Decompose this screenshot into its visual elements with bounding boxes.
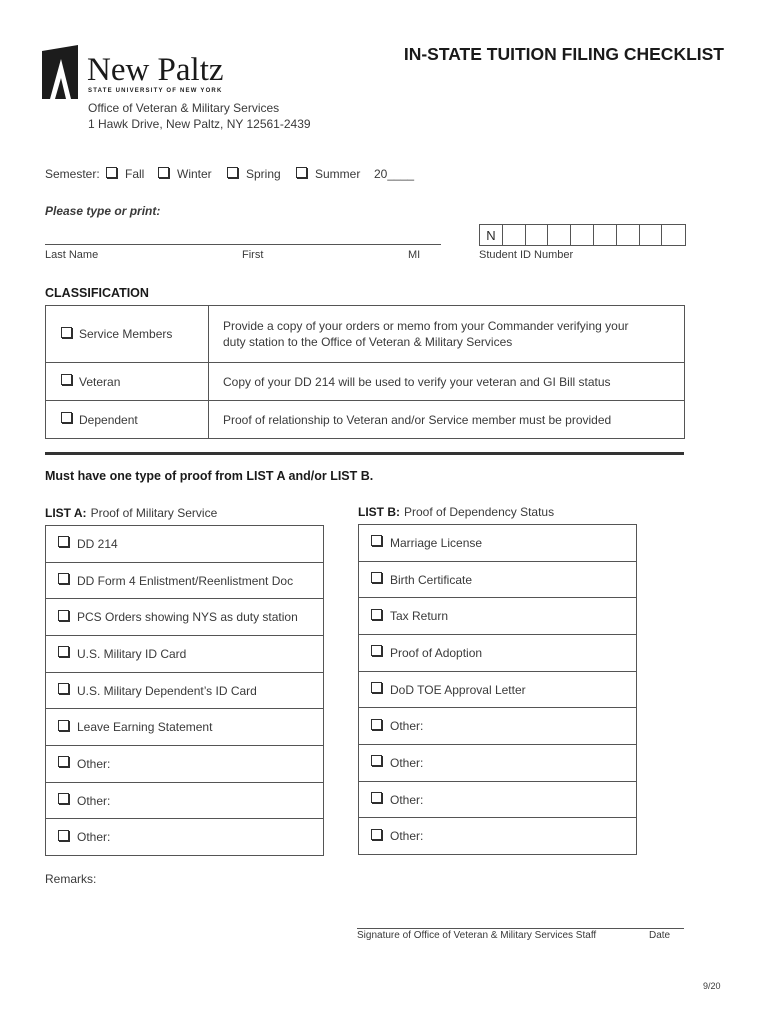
list-a-title: Proof of Military Service (90, 506, 218, 520)
checkbox-icon[interactable] (371, 535, 382, 546)
list-a-item[interactable] (46, 526, 323, 562)
list-a-item-label: DD 214 (77, 536, 118, 551)
semester-label: Semester: (45, 167, 100, 181)
student-id-prefix: N (480, 225, 503, 245)
signature-label: Signature of Office of Veteran & Military Services Staff (357, 930, 597, 941)
list-b-box (358, 524, 637, 855)
list-a-item[interactable] (46, 708, 323, 745)
checkbox-icon[interactable] (371, 682, 382, 693)
checkbox-icon[interactable] (58, 756, 69, 767)
service-members-option[interactable] (46, 306, 209, 362)
service-members-description: Provide a copy of your orders or memo from your Commander verifying your duty station to the Office of Veteran & Military Services (223, 319, 629, 349)
list-b-item[interactable] (359, 634, 636, 671)
student-id-label: Student ID Number (479, 249, 574, 261)
name-input-line[interactable] (45, 229, 441, 245)
first-name-label: First (242, 249, 264, 261)
dependent-description: Proof of relationship to Veteran and/or Service member must be provided (223, 412, 612, 427)
list-b-item[interactable] (359, 744, 636, 781)
checkbox-icon[interactable] (371, 572, 382, 583)
fall-checkbox[interactable] (106, 167, 117, 178)
list-b-item-label: Other: (390, 829, 424, 844)
list-a-item[interactable] (46, 562, 323, 599)
service-members-description-cell (209, 306, 684, 362)
list-b-heading (358, 505, 554, 519)
list-b-item[interactable] (359, 707, 636, 744)
classification-row (46, 400, 684, 438)
list-b-item-label: Tax Return (390, 609, 449, 624)
veteran-description-cell (209, 363, 684, 400)
student-id-field[interactable] (479, 224, 686, 246)
dependent-checkbox[interactable] (61, 412, 72, 423)
list-b-item[interactable] (359, 817, 636, 854)
list-a-heading (45, 506, 217, 520)
student-id-digit[interactable] (594, 225, 617, 245)
dependent-option[interactable] (46, 401, 209, 438)
semester-option-summer[interactable] (296, 167, 360, 181)
classification-row (46, 362, 684, 400)
student-id-digit[interactable] (548, 225, 571, 245)
list-b-item[interactable] (359, 671, 636, 708)
checkbox-icon[interactable] (58, 720, 69, 731)
classification-heading: CLASSIFICATION (45, 286, 149, 300)
date-label: Date (649, 930, 671, 941)
checkbox-icon[interactable] (371, 792, 382, 803)
checkbox-icon[interactable] (58, 573, 69, 584)
middle-initial-label: MI (408, 249, 421, 261)
office-address: 1 Hawk Drive, New Paltz, NY 12561-2439 (88, 117, 311, 131)
signature-line[interactable] (357, 913, 684, 929)
print-instruction: Please type or print: (45, 204, 161, 218)
veteran-description: Copy of your DD 214 will be used to verify your veteran and GI Bill status (223, 374, 611, 389)
list-b-item-label: Other: (390, 755, 424, 770)
checkbox-icon[interactable] (58, 793, 69, 804)
student-id-digit[interactable] (503, 225, 526, 245)
semester-option-winter[interactable] (158, 167, 212, 181)
last-name-label: Last Name (45, 249, 99, 261)
office-name: Office of Veteran & Military Services (88, 101, 280, 115)
semester-year-field[interactable]: 20____ (374, 167, 415, 181)
summer-label: Summer (315, 167, 361, 181)
remarks-label: Remarks: (45, 872, 97, 886)
semester-option-spring[interactable] (227, 167, 281, 181)
list-b-item[interactable] (359, 597, 636, 634)
list-a-item[interactable] (46, 672, 323, 709)
list-a-item-label: U.S. Military ID Card (77, 646, 187, 661)
list-a-item-label: Leave Earning Statement (77, 720, 213, 735)
dependent-label: Dependent (79, 412, 138, 427)
checkbox-icon[interactable] (371, 719, 382, 730)
classification-row (46, 306, 684, 362)
classification-table (45, 305, 685, 439)
list-b-item-label: Marriage License (390, 535, 483, 550)
list-a-item[interactable] (46, 635, 323, 672)
list-a-item-label: Other: (77, 756, 111, 771)
checkbox-icon[interactable] (58, 830, 69, 841)
section-divider (45, 452, 684, 455)
checkbox-icon[interactable] (58, 646, 69, 657)
dependent-description-cell (209, 401, 684, 438)
list-a-item-label: U.S. Military Dependent’s ID Card (77, 683, 257, 698)
checkbox-icon[interactable] (58, 610, 69, 621)
list-b-item[interactable] (359, 781, 636, 818)
checkbox-icon[interactable] (371, 829, 382, 840)
list-a-item[interactable] (46, 598, 323, 635)
list-a-item[interactable] (46, 782, 323, 819)
checkbox-icon[interactable] (58, 683, 69, 694)
spring-checkbox[interactable] (227, 167, 238, 178)
proof-instruction: Must have one type of proof from LIST A and/or LIST B. (45, 469, 374, 483)
list-a-prefix: LIST A: (45, 506, 87, 520)
list-b-item[interactable] (359, 561, 636, 598)
semester-option-fall[interactable] (106, 167, 144, 181)
winter-label: Winter (177, 167, 212, 181)
list-b-item[interactable] (359, 525, 636, 561)
checkbox-icon[interactable] (58, 536, 69, 547)
student-id-digit[interactable] (640, 225, 663, 245)
list-a-item[interactable] (46, 818, 323, 855)
spring-label: Spring (246, 167, 281, 181)
service-members-checkbox[interactable] (61, 327, 72, 338)
student-id-digit[interactable] (662, 225, 685, 245)
checkbox-icon[interactable] (371, 755, 382, 766)
logo-wordmark: New Paltz (87, 52, 224, 88)
new-paltz-logo-icon (41, 44, 79, 100)
fall-label: Fall (125, 167, 145, 181)
list-a-item[interactable] (46, 745, 323, 782)
list-a-item-label: DD Form 4 Enlistment/Reenlistment Doc (77, 573, 294, 588)
page-title: IN-STATE TUITION FILING CHECKLIST (403, 44, 724, 64)
checkbox-icon[interactable] (371, 645, 382, 656)
logo-subtitle: STATE UNIVERSITY OF NEW YORK (88, 88, 223, 94)
list-b-item-label: DoD TOE Approval Letter (390, 682, 526, 697)
list-b-title: Proof of Dependency Status (404, 505, 555, 519)
veteran-label: Veteran (79, 374, 121, 389)
checkbox-icon[interactable] (371, 609, 382, 620)
list-b-item-label: Birth Certificate (390, 572, 473, 587)
list-b-item-label: Other: (390, 719, 424, 734)
revision-date: 9/20 (703, 981, 721, 991)
list-a-box (45, 525, 324, 856)
list-b-prefix: LIST B: (358, 505, 400, 519)
veteran-option[interactable] (46, 363, 209, 400)
student-id-digit[interactable] (526, 225, 549, 245)
student-id-digit[interactable] (617, 225, 640, 245)
winter-checkbox[interactable] (158, 167, 169, 178)
student-id-digit[interactable] (571, 225, 594, 245)
summer-checkbox[interactable] (296, 167, 307, 178)
list-a-item-label: Other: (77, 793, 111, 808)
veteran-checkbox[interactable] (61, 374, 72, 385)
list-b-item-label: Other: (390, 792, 424, 807)
list-a-item-label: Other: (77, 830, 111, 845)
list-b-item-label: Proof of Adoption (390, 645, 483, 660)
service-members-label: Service Members (79, 327, 173, 341)
list-a-item-label: PCS Orders showing NYS as duty station (77, 610, 298, 625)
